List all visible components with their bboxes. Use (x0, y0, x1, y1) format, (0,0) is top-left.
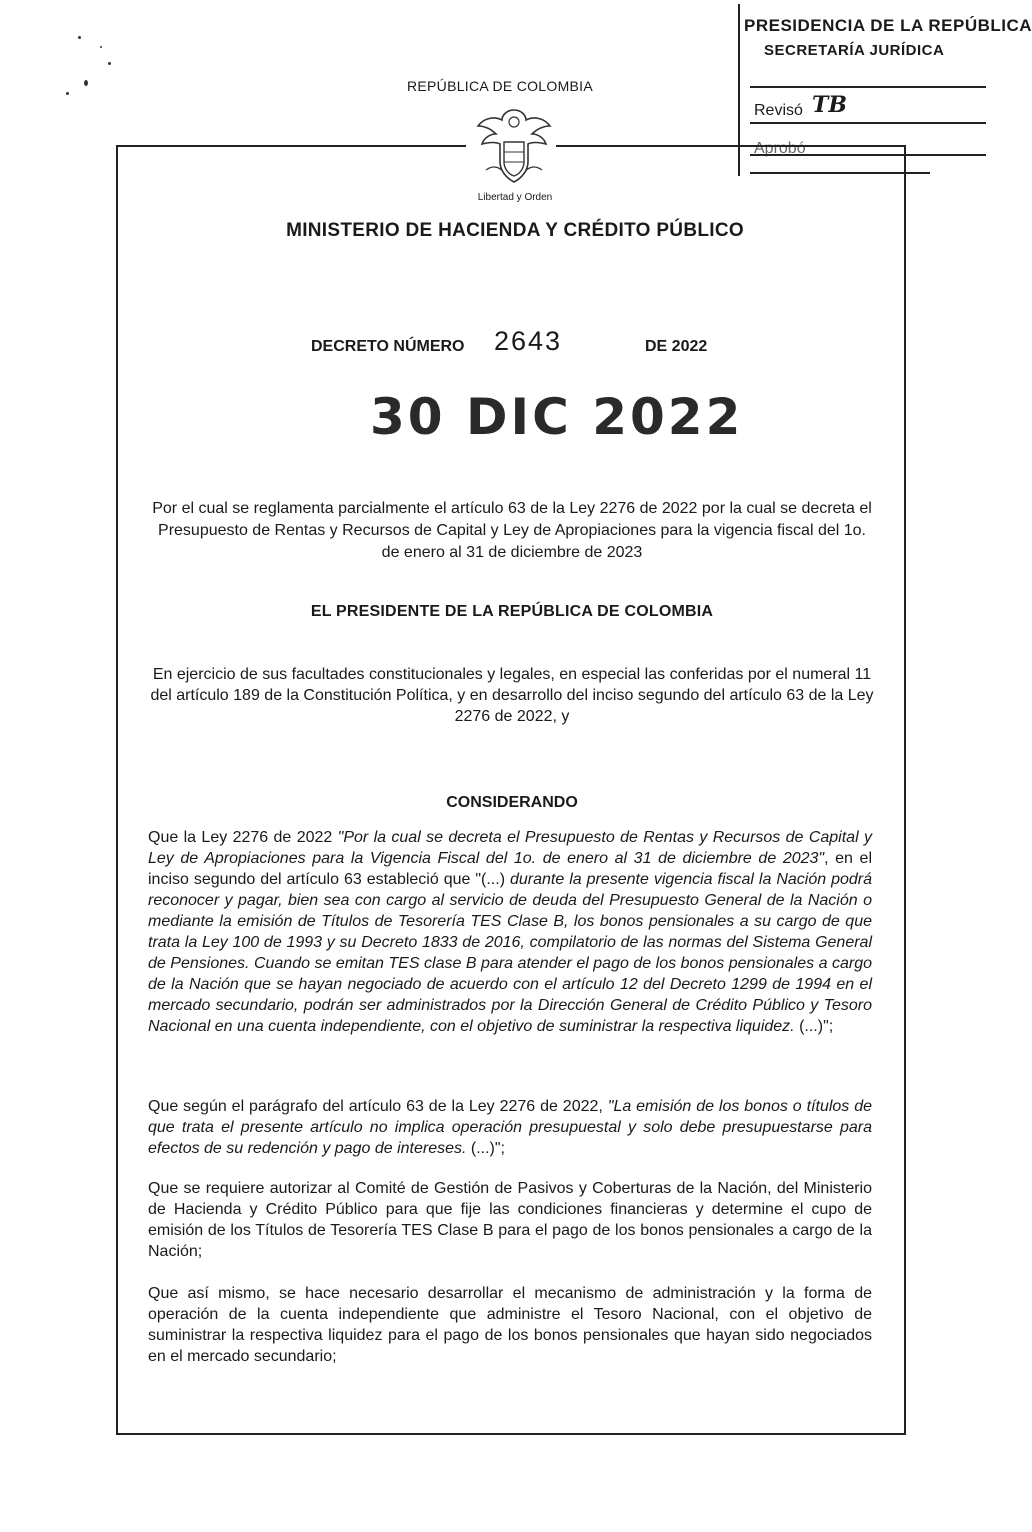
p1-text: , en el inciso segundo del artículo 63 estableció que "(...) (148, 850, 873, 888)
p2-quote: "La emisión de los bonos o títulos de que trata el presente artículo no implica operación presupuestal y solo debe presupuestarse para efectos de su redención y pago de intereses. (148, 1098, 872, 1157)
stamp-aprobo-label: Aprobó (754, 140, 806, 157)
scan-speck (100, 46, 102, 48)
date-stamp: 30 DIC 2022 (370, 388, 744, 446)
powers-paragraph: En ejercicio de sus facultades constitucionales y legales, en especial las conferidas por el numeral 11 del artículo 189 de la Constitución Política, y en desarrollo del inciso segundo del artículo 63 de la Ley 2276 de 2022, y (150, 666, 874, 725)
considering-paragraph-4: Que así mismo, se hace necesario desarrollar el mecanismo de administración y la forma de operación de la cuenta independiente que administre el Tesoro Nacional, con el objetivo de suministrar la respectiva liquidez para el pago de los bonos pensionales que hayan sido negociados en el mercado secundario; (148, 1285, 872, 1365)
p1-quote: durante la presente vigencia fiscal la Nación podrá reconocer y pagar, bien sea con cargo al servicio de deuda del Presupuesto General de la Nación o mediante la emisión de Títulos de Tesorería TES Clase B, los bonos pensionales a su cargo de que trata la Ley 100 de 1993 y su Decreto 1833 de 2016, compilatorio de las normas del Sistema General de Pensiones. Cuando se emitan TES clase B para atender el pago de los bonos pensionales a cargo de la Nación que se hayan negociado de acuerdo con el artículo 12 del Decreto 1299 de 1994 en el mercado secundario, podrán ser administrados por la Dirección General de Crédito Público y Tesoro Nacional en una cuenta independiente, con el objetivo de suministrar la respectiva liquidez. (148, 871, 873, 1035)
stamp-presidency: PRESIDENCIA DE LA REPÚBLICA (744, 16, 1032, 35)
stamp-rule (750, 122, 986, 124)
scan-speck (78, 36, 81, 39)
country-name: REPÚBLICA DE COLOMBIA (406, 78, 594, 94)
stamp-reviso-initials: TB (812, 92, 847, 118)
decree-number: 2643 (494, 326, 563, 356)
stamp-reviso-label: Revisó (754, 102, 803, 119)
decree-year: DE 2022 (645, 338, 708, 355)
p1-law-title: "Por la cual se decreta el Presupuesto de Rentas y Recursos de Capital y Ley de Apropiaciones para la Vigencia Fiscal del 1o. de enero al 31 de diciembre de 2023" (148, 829, 872, 867)
p1-text: (...)"; (794, 1018, 834, 1035)
decree-number-label: DECRETO NÚMERO (311, 338, 465, 355)
ministry-title: MINISTERIO DE HACIENDA Y CRÉDITO PÚBLICO (286, 220, 744, 241)
coat-of-arms (472, 104, 556, 188)
considering-paragraph-1 (148, 827, 872, 1037)
decree-subject: Por el cual se reglamenta parcialmente el artículo 63 de la Ley 2276 de 2022 por la cual se decreta el Presupuesto de Rentas y Recursos de Capital y Ley de Apropiaciones para la vigencia fiscal del 1o. de enero al 31 de diciembre de 2023 (152, 500, 872, 561)
issuer-heading: EL PRESIDENTE DE LA REPÚBLICA DE COLOMBIA (310, 603, 714, 620)
considering-heading: CONSIDERANDO (446, 794, 578, 811)
stamp-secretaria: SECRETARÍA JURÍDICA (764, 42, 945, 59)
considering-paragraph-3: Que se requiere autorizar al Comité de Gestión de Pasivos y Coberturas de la Nación, del Ministerio de Hacienda y Crédito Público para que fije las condiciones financieras y determine el cupo de emisión de los Títulos de Tesorería TES Clase B para el pago de los bonos pensionales a cargo de la Nación; (148, 1180, 872, 1260)
coat-of-arms-icon (472, 104, 556, 188)
p2-text: Que según el parágrafo del artículo 63 de la Ley 2276 de 2022, (148, 1098, 608, 1115)
p2-text: (...)"; (466, 1140, 505, 1157)
p1-text: Que la Ley 2276 de 2022 (148, 829, 338, 846)
considering-paragraph-2 (148, 1096, 872, 1159)
motto: Libertad y Orden (477, 192, 553, 203)
scan-speck (108, 62, 111, 65)
